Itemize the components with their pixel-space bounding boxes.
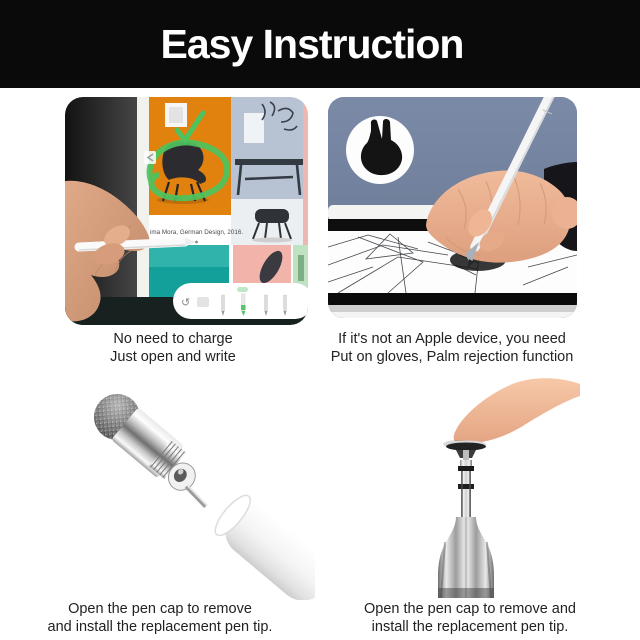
caption-line: Put on gloves, Palm rejection function <box>330 349 574 365</box>
mesh-tip-and-barrel <box>85 385 229 516</box>
caption-line: install the replacement pen tip. <box>371 619 569 635</box>
photo-glove-sketching <box>328 97 577 318</box>
replacement-pin <box>185 485 208 508</box>
pen-body-tube <box>209 490 315 600</box>
screen-caption-text: ima Mora, German Design, 2016. <box>150 229 244 236</box>
caption-line: Just open and write <box>110 349 236 365</box>
undo-icon: ↺ <box>181 297 191 309</box>
header-bar <box>0 0 640 88</box>
photo-stylus-on-tablet <box>65 97 308 325</box>
caption-replace-tip-2 <box>355 600 585 636</box>
pen-tip-disc <box>446 441 486 451</box>
photo-pen-disassembled-art <box>55 372 315 600</box>
back-chevron-icon <box>144 151 156 164</box>
photo-pen-disassembled <box>55 372 315 600</box>
caption-palm-rejection <box>330 330 574 366</box>
pressing-finger <box>454 378 580 443</box>
caption-line: If it's not an Apple device, you need <box>338 331 566 347</box>
pen-cone-body <box>438 517 494 598</box>
photo-stylus-on-tablet-art <box>65 97 308 325</box>
caption-line: and install the replacement pen tip. <box>47 619 273 635</box>
page-title: Easy Instruction <box>160 20 464 67</box>
drawing-toolbar <box>173 283 308 319</box>
photo-glove-sketching-art <box>328 97 577 318</box>
photo-finger-pressing-tip <box>410 374 580 602</box>
caption-line: Open the pen cap to remove and <box>363 601 576 617</box>
tip-mechanism <box>456 450 476 518</box>
photo-finger-pressing-tip-art <box>410 374 580 602</box>
caption-line: Open the pen cap to remove <box>68 601 252 617</box>
caption-line: No need to charge <box>113 331 233 347</box>
caption-battery-free <box>58 330 288 366</box>
glove-badge <box>346 116 414 184</box>
caption-replace-tip-1 <box>45 600 275 636</box>
eraser-icon <box>197 297 209 307</box>
screen-ottoman <box>231 199 303 245</box>
